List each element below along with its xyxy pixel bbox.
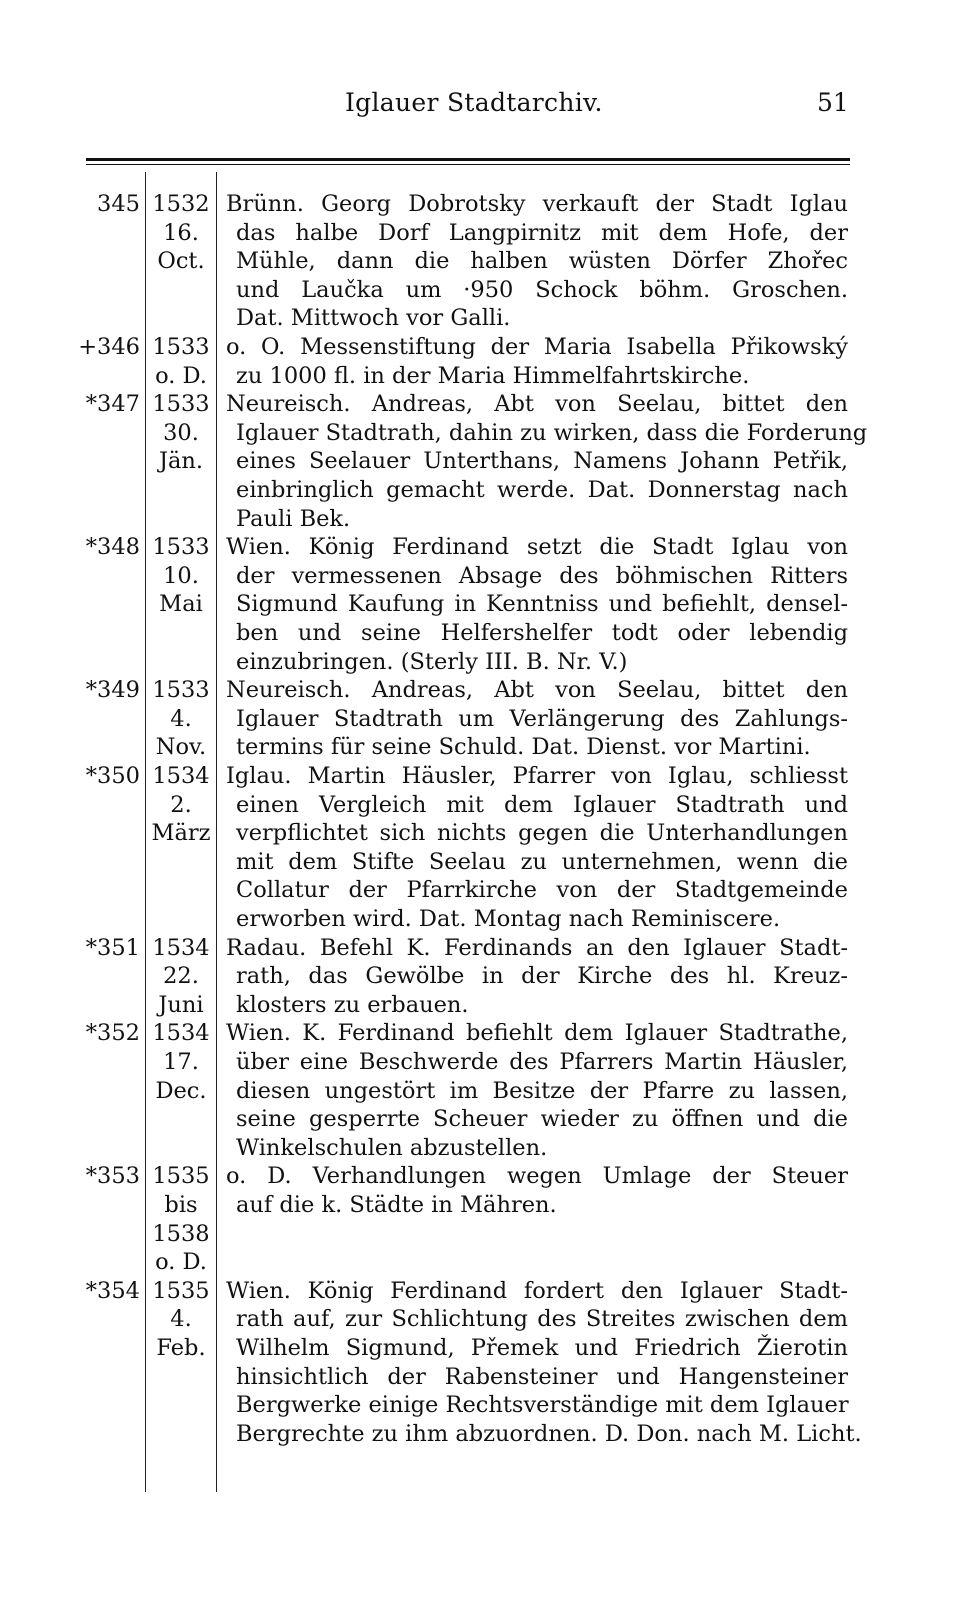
entry-date-part: 1532 bbox=[152, 191, 210, 217]
entry-date bbox=[147, 1162, 215, 1276]
register-entry bbox=[0, 676, 960, 762]
entry-text-line: auf die k. Städte in Mähren. bbox=[236, 1191, 557, 1218]
entry-text-line: und Laučka um ·950 Schock böhm. Groschen. bbox=[236, 276, 848, 303]
entry-text-line: einen Vergleich mit dem Iglauer Stadtrath und bbox=[236, 791, 848, 818]
entry-text-line: o. D. Verhandlungen wegen Umlage der Steuer bbox=[226, 1163, 848, 1190]
entry-date-part: 30. bbox=[163, 419, 199, 446]
entry-text-line: Neureisch. Andreas, Abt von Seelau, bittet den bbox=[226, 677, 848, 704]
entry-text bbox=[226, 1019, 848, 1162]
entry-text-line: einbringlich gemacht werde. Dat. Donnerstag nach bbox=[236, 476, 848, 503]
entry-text-line: termins für seine Schuld. Dat. Dienst. vor Martini. bbox=[236, 734, 811, 761]
entry-text bbox=[226, 762, 848, 934]
entry-date-part: 1534 bbox=[152, 934, 210, 961]
entry-text-line: Mühle, dann die halben wüsten Dörfer Zhořec bbox=[236, 248, 848, 275]
entry-date-part: 4. bbox=[170, 1306, 192, 1333]
entry-date-part: 4. bbox=[170, 705, 192, 732]
register-entry bbox=[0, 533, 960, 676]
register-entry bbox=[0, 762, 960, 934]
entry-number: *354 bbox=[85, 1277, 140, 1304]
register-entries bbox=[0, 190, 960, 1448]
entry-date bbox=[147, 533, 215, 619]
entry-text-line: Bergwerke einige Rechtsverständige mit dem Iglauer bbox=[236, 1392, 849, 1419]
entry-date-part: o. D. bbox=[155, 1249, 207, 1276]
entry-text-line: eines Seelauer Unterthans, Namens Johann Petřik, bbox=[236, 448, 848, 475]
header-rule-thick bbox=[86, 158, 850, 161]
page-number: 51 bbox=[817, 88, 849, 117]
entry-date bbox=[147, 1019, 215, 1105]
entry-text-line: Sigmund Kaufung in Kenntniss und befiehlt, densel- bbox=[236, 591, 848, 618]
entry-date-part: 1533 bbox=[152, 534, 210, 561]
entry-text-line: Collatur der Pfarrkirche von der Stadtgemeinde bbox=[236, 877, 848, 904]
running-title: Iglauer Stadtarchiv. bbox=[345, 88, 603, 117]
entry-date-part: Oct. bbox=[157, 248, 205, 275]
header-rule-thin bbox=[86, 164, 850, 165]
entry-date-part: 1534 bbox=[152, 1020, 210, 1047]
entry-date-part: 22. bbox=[163, 963, 199, 990]
register-entry bbox=[0, 190, 960, 333]
entry-text-line: verpflichtet sich nichts gegen die Unterhandlungen bbox=[236, 820, 848, 847]
entry-number: *350 bbox=[85, 762, 140, 789]
register-entry bbox=[0, 1277, 960, 1449]
entry-number: *348 bbox=[85, 534, 140, 561]
entry-text-line: Dat. Mittwoch vor Galli. bbox=[236, 305, 511, 332]
entry-text-line: Iglau. Martin Häusler, Pfarrer von Iglau, schliesst bbox=[226, 762, 848, 789]
entry-text-line: seine gesperrte Scheuer wieder zu öffnen und die bbox=[236, 1106, 848, 1133]
entry-text-line: Brünn. Georg Dobrotsky verkauft der Stadt Iglau bbox=[226, 191, 848, 217]
entry-text-line: ben und seine Helfershelfer todt oder lebendig bbox=[236, 619, 848, 646]
register-entry bbox=[0, 390, 960, 533]
entry-text-line: über eine Beschwerde des Pfarrers Martin Häusler, bbox=[236, 1048, 848, 1075]
entry-number: *352 bbox=[85, 1020, 140, 1047]
entry-text bbox=[226, 1277, 862, 1449]
entry-date-part: 16. bbox=[163, 219, 199, 246]
entry-number: *353 bbox=[85, 1163, 140, 1190]
entry-text-line: rath, das Gewölbe in der Kirche des hl. Kreuz- bbox=[236, 963, 848, 990]
entry-date-part: Mai bbox=[159, 591, 203, 618]
entry-number: 345 bbox=[97, 191, 140, 217]
entry-text-line: hinsichtlich der Rabensteiner und Hangensteiner bbox=[236, 1363, 848, 1390]
entry-date bbox=[147, 676, 215, 762]
entry-date bbox=[147, 934, 215, 1020]
entry-text-line: Wilhelm Sigmund, Přemek und Friedrich Žierotin bbox=[236, 1334, 848, 1361]
entry-date-part: o. D. bbox=[155, 362, 207, 389]
entry-date-part: Nov. bbox=[155, 734, 207, 761]
entry-text-line: erworben wird. Dat. Montag nach Reminiscere. bbox=[236, 905, 781, 932]
entry-date-part: Dec. bbox=[155, 1077, 207, 1104]
entry-text-line: Wien. König Ferdinand fordert den Iglauer Stadt- bbox=[226, 1277, 848, 1304]
entry-text-line: der vermessenen Absage des böhmischen Ritters bbox=[236, 562, 848, 589]
entry-date bbox=[147, 390, 215, 476]
entry-date-part: Juni bbox=[158, 991, 204, 1018]
entry-text-line: Neureisch. Andreas, Abt von Seelau, bittet den bbox=[226, 391, 848, 418]
entry-date-part: März bbox=[151, 820, 211, 847]
entry-number: *347 bbox=[85, 391, 140, 418]
entry-text-line: das halbe Dorf Langpirnitz mit dem Hofe, der bbox=[236, 219, 848, 246]
entry-date-part: 1533 bbox=[152, 334, 210, 360]
entry-date-part: 1535 bbox=[152, 1163, 210, 1190]
entry-text bbox=[226, 390, 868, 533]
entry-text bbox=[226, 533, 848, 676]
entry-text bbox=[226, 934, 848, 1020]
register-entry bbox=[0, 1162, 960, 1276]
register-entry bbox=[0, 1019, 960, 1162]
entry-date-part: 17. bbox=[163, 1048, 199, 1075]
entry-text-line: zu 1000 fl. in der Maria Himmelfahrtskirche. bbox=[236, 362, 750, 389]
entry-date bbox=[147, 333, 215, 390]
entry-text-line: einzubringen. (Sterly III. B. Nr. V.) bbox=[236, 648, 628, 675]
entry-text-line: Radau. Befehl K. Ferdinands an den Iglauer Stadt- bbox=[226, 934, 848, 961]
entry-text-line: Wien. K. Ferdinand befiehlt dem Iglauer Stadtrathe, bbox=[226, 1020, 848, 1047]
entry-date-part: 1538 bbox=[152, 1220, 210, 1247]
entry-date-part: 10. bbox=[163, 562, 199, 589]
entry-date-part: Feb. bbox=[156, 1334, 206, 1361]
entry-text bbox=[226, 1162, 848, 1219]
entry-text bbox=[226, 333, 848, 390]
register-entry bbox=[0, 333, 960, 390]
entry-text-line: o. O. Messenstiftung der Maria Isabella Přikowský bbox=[226, 334, 848, 360]
entry-date-part: Jän. bbox=[158, 448, 204, 475]
entry-text-line: klosters zu erbauen. bbox=[236, 991, 469, 1018]
entry-date-part: 1533 bbox=[152, 677, 210, 704]
entry-text-line: Wien. König Ferdinand setzt die Stadt Iglau von bbox=[226, 534, 848, 561]
running-header bbox=[0, 88, 960, 128]
entry-text-line: Iglauer Stadtrath um Verlängerung des Zahlungs- bbox=[236, 705, 848, 732]
entry-date-part: 1533 bbox=[152, 391, 210, 418]
entry-text-line: mit dem Stifte Seelau zu unternehmen, wenn die bbox=[236, 848, 848, 875]
entry-number: *351 bbox=[85, 934, 140, 961]
entry-date bbox=[147, 1277, 215, 1363]
entry-date-part: bis bbox=[164, 1191, 198, 1218]
entry-date-part: 1534 bbox=[152, 762, 210, 789]
entry-text-line: diesen ungestört im Besitze der Pfarre zu lassen, bbox=[236, 1077, 848, 1104]
entry-text-line: Pauli Bek. bbox=[236, 505, 351, 532]
entry-number: +346 bbox=[78, 334, 140, 360]
entry-date-part: 2. bbox=[170, 791, 192, 818]
entry-number: *349 bbox=[85, 677, 140, 704]
entry-text bbox=[226, 190, 848, 333]
entry-text-line: Winkelschulen abzustellen. bbox=[236, 1134, 548, 1161]
entry-date bbox=[147, 190, 215, 276]
register-entry bbox=[0, 934, 960, 1020]
entry-text-line: Iglauer Stadtrath, dahin zu wirken, dass die Forderung bbox=[236, 419, 868, 446]
entry-date bbox=[147, 762, 215, 848]
entry-text-line: rath auf, zur Schlichtung des Streites zwischen dem bbox=[236, 1306, 848, 1333]
entry-text-line: Bergrechte zu ihm abzuordnen. D. Don. nach M. Licht. bbox=[236, 1420, 862, 1447]
entry-text bbox=[226, 676, 848, 762]
entry-date-part: 1535 bbox=[152, 1277, 210, 1304]
